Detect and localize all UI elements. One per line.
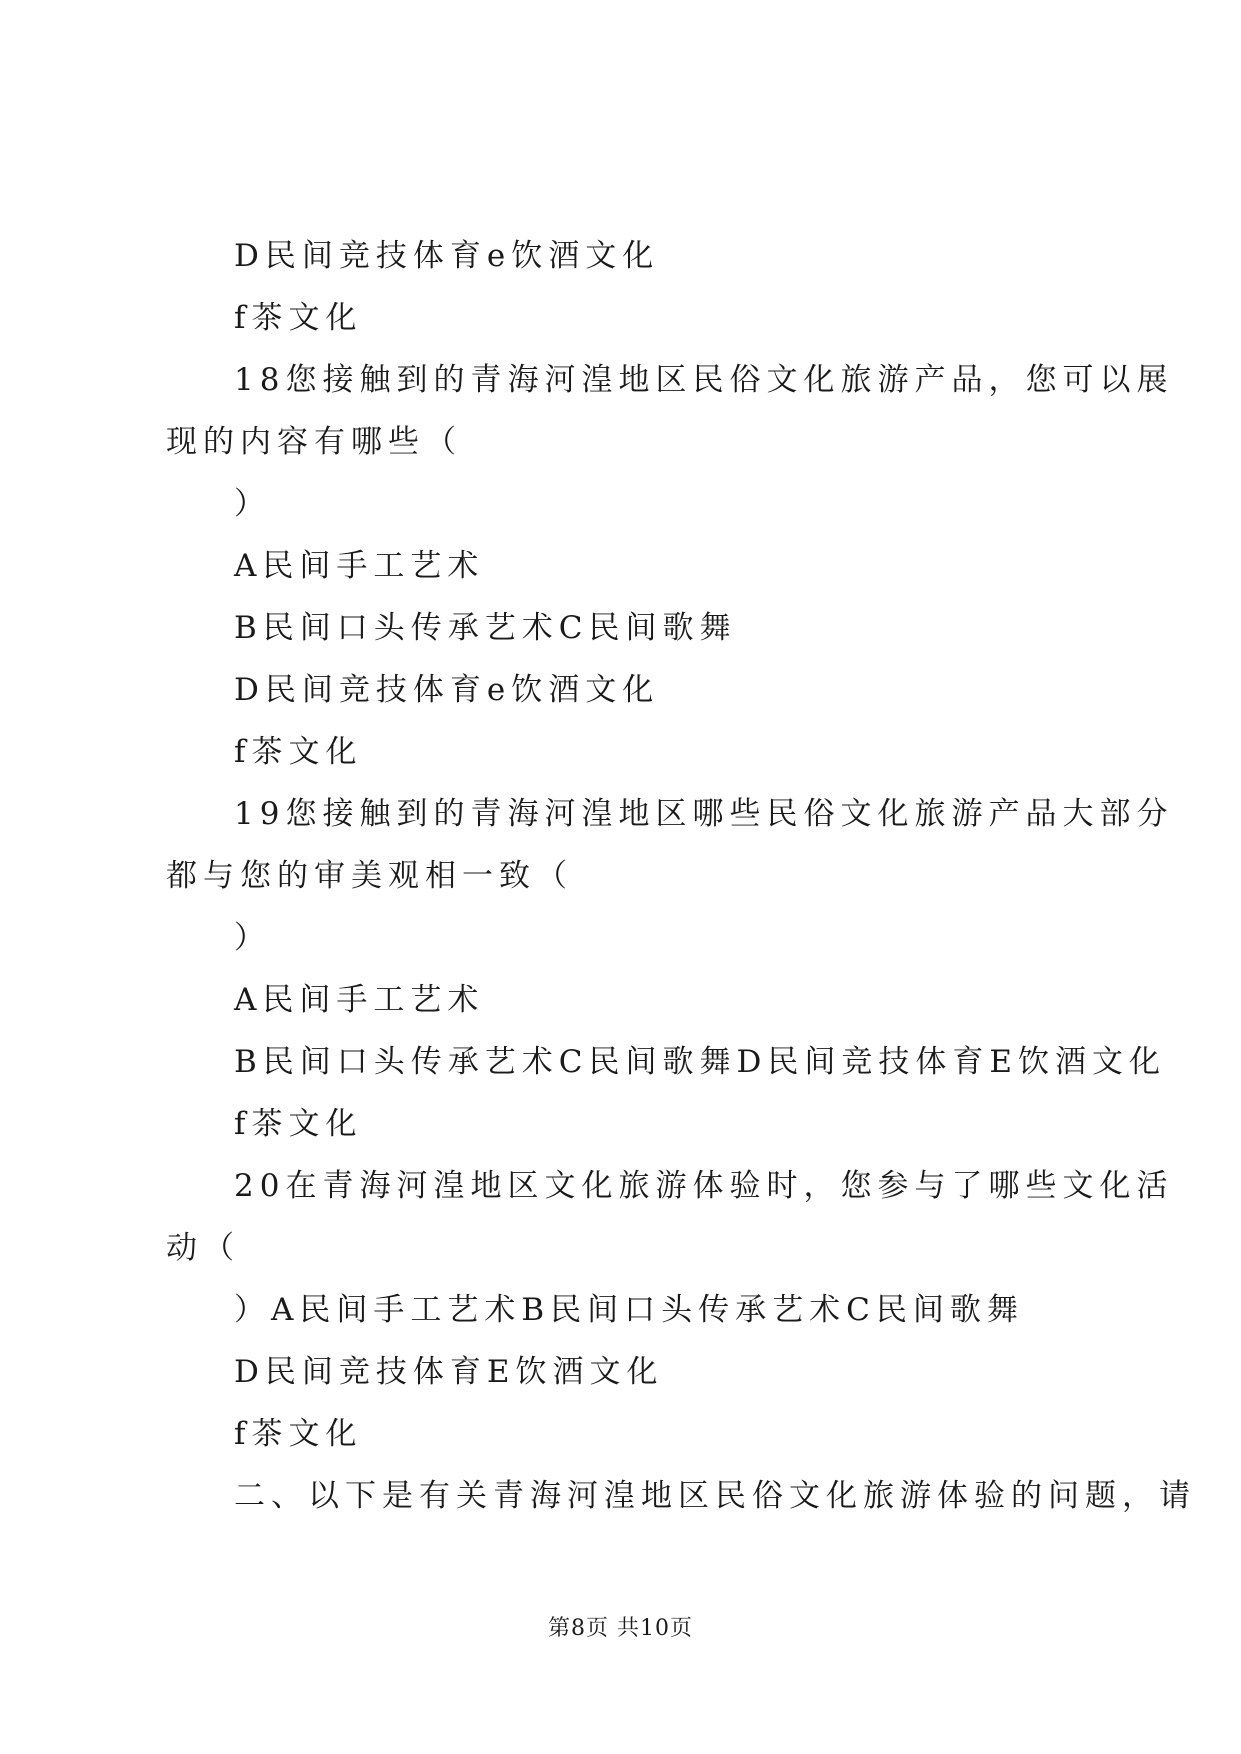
section-heading: 二、以下是有关青海河湟地区民俗文化旅游体验的问题，请: [234, 1478, 1196, 1514]
question-20-line-1: 20在青海河湟地区文化旅游体验时，您参与了哪些文化活: [234, 1168, 1174, 1204]
option-line: f茶文化: [234, 300, 363, 336]
question-20-line-2: 动（: [166, 1230, 240, 1266]
question-19-line-1: 19您接触到的青海河湟地区哪些民俗文化旅游产品大部分: [234, 796, 1174, 832]
option-line: B民间口头传承艺术C民间歌舞: [234, 610, 737, 646]
option-line: B民间口头传承艺术C民间歌舞D民间竞技体育E饮酒文化: [234, 1044, 1166, 1080]
option-line: ）A民间手工艺术B民间口头传承艺术C民间歌舞: [234, 1292, 1024, 1328]
question-18-line-1: 18您接触到的青海河湟地区民俗文化旅游产品，您可以展: [234, 362, 1174, 398]
question-19-line-2: 都与您的审美观相一致（: [166, 858, 573, 894]
option-line: D民间竞技体育e饮酒文化: [234, 672, 660, 708]
option-line: A民间手工艺术: [234, 982, 485, 1018]
option-line: f茶文化: [234, 1416, 363, 1452]
option-line: A民间手工艺术: [234, 548, 485, 584]
option-line: D民间竞技体育E饮酒文化: [234, 1354, 664, 1390]
question-18-line-2: 现的内容有哪些（: [166, 424, 462, 460]
page-footer: 第8页 共10页: [548, 1616, 693, 1641]
answer-blank: ）: [234, 486, 271, 522]
option-line: f茶文化: [234, 734, 363, 770]
option-line: f茶文化: [234, 1106, 363, 1142]
option-line: D民间竞技体育e饮酒文化: [234, 238, 660, 274]
answer-blank: ）: [234, 920, 271, 956]
